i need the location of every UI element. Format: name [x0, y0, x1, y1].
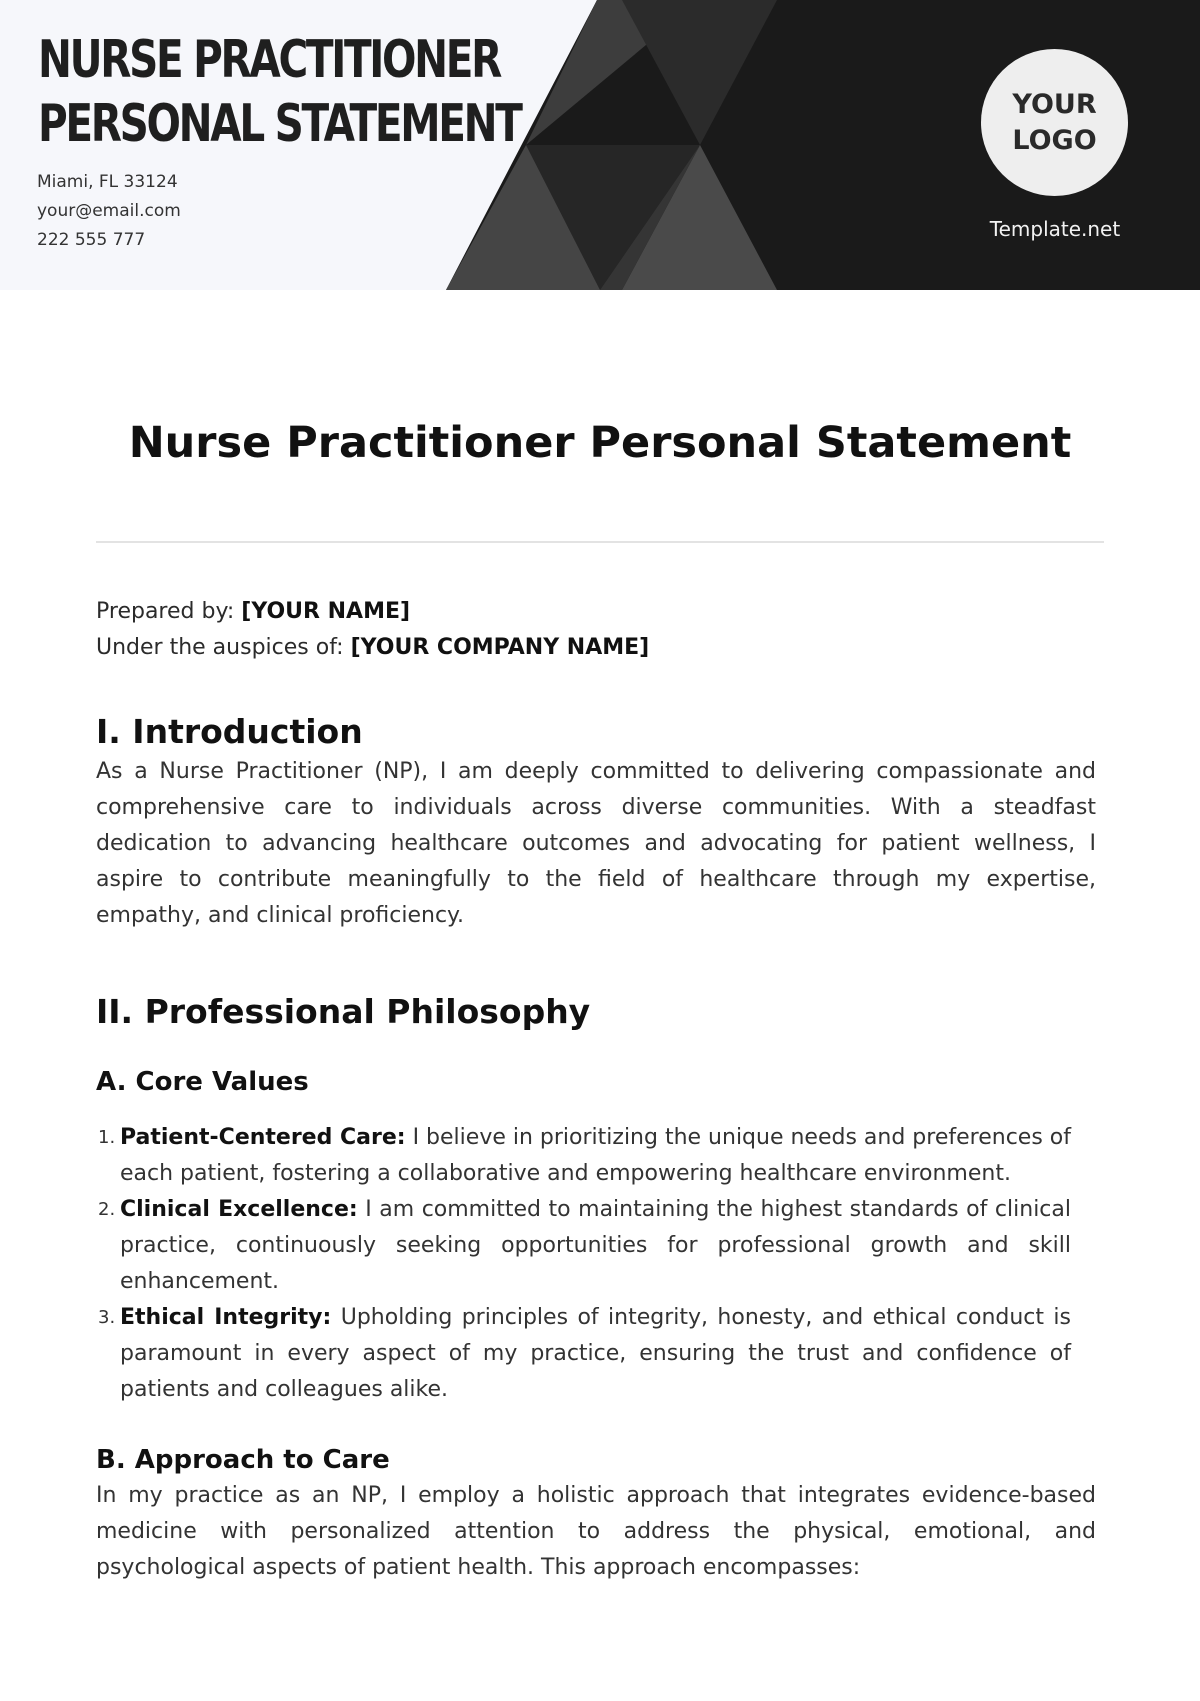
approach-to-care-paragraph: In my practice as an NP, I employ a holistic approach that integrates evidence-based medicine with personalized attention to address the physical, emotional, and psychological aspects of patient health. This approach encompasses: — [96, 1483, 1096, 1580]
list-item — [96, 1120, 1071, 1192]
contact-phone: 222 555 777 — [37, 230, 146, 250]
logo-placeholder — [981, 49, 1128, 196]
banner-title-line2: PERSONAL STATEMENT — [38, 94, 521, 154]
list-item-term: Clinical Excellence: — [120, 1197, 358, 1222]
core-values-list — [96, 1120, 1071, 1408]
list-item-text: Upholding principles of integrity, honesty, and ethical conduct is paramount in every aspect of my practice, ensuring the trust and confidence of patients and colleagues alike. — [120, 1305, 1071, 1402]
section-introduction-heading: I. Introduction — [96, 712, 363, 751]
list-item-number: 1. — [98, 1127, 116, 1148]
auspices-label: Under the auspices of: — [96, 635, 351, 660]
banner-title-line1: NURSE PRACTITIONER — [38, 30, 501, 90]
title-divider — [96, 541, 1104, 543]
section-philosophy-heading: II. Professional Philosophy — [96, 992, 591, 1031]
template-credit: Template.net — [989, 217, 1121, 241]
document-content — [96, 594, 1096, 1586]
list-item-text: I believe in prioritizing the unique needs and preferences of each patient, fostering a collaborative and empowering healthcare environment. — [120, 1125, 1071, 1186]
list-item — [96, 1192, 1071, 1300]
document-title: Nurse Practitioner Personal Statement — [128, 418, 1072, 468]
auspices-value: [YOUR COMPANY NAME] — [350, 635, 650, 660]
list-item-number: 3. — [98, 1307, 116, 1328]
logo-text-line2: LOGO — [1012, 124, 1097, 156]
list-item — [96, 1300, 1071, 1408]
list-item-term: Patient-Centered Care: — [120, 1125, 406, 1150]
header-banner — [0, 0, 1200, 290]
contact-email: your@email.com — [37, 201, 181, 221]
section-introduction-paragraph: As a Nurse Practitioner (NP), I am deeply committed to delivering compassionate and comprehensive care to individuals across diverse communities. With a steadfast dedication to advancing healthcare outcomes and advocating for patient wellness, I aspire to contribute meaningfully to the field of healthcare through my expertise, empathy, and clinical proficiency. — [96, 759, 1096, 928]
list-item-term: Ethical Integrity: — [120, 1305, 332, 1330]
banner-title — [38, 28, 521, 156]
logo-text — [1000, 87, 1110, 159]
contact-address: Miami, FL 33124 — [37, 172, 178, 192]
prepared-by-line — [96, 594, 1096, 630]
core-values-heading: A. Core Values — [96, 1067, 309, 1097]
logo-text-line1: YOUR — [1012, 88, 1097, 120]
prepared-by-value: [YOUR NAME] — [241, 599, 411, 624]
auspices-line — [96, 630, 1096, 666]
approach-to-care-heading: B. Approach to Care — [96, 1445, 390, 1475]
contact-info — [37, 168, 181, 255]
list-item-number: 2. — [98, 1199, 116, 1220]
prepared-by-label: Prepared by: — [96, 599, 242, 624]
list-item-text: I am committed to maintaining the highest standards of clinical practice, continuously seeking opportunities for professional growth and skill enhancement. — [120, 1197, 1071, 1294]
